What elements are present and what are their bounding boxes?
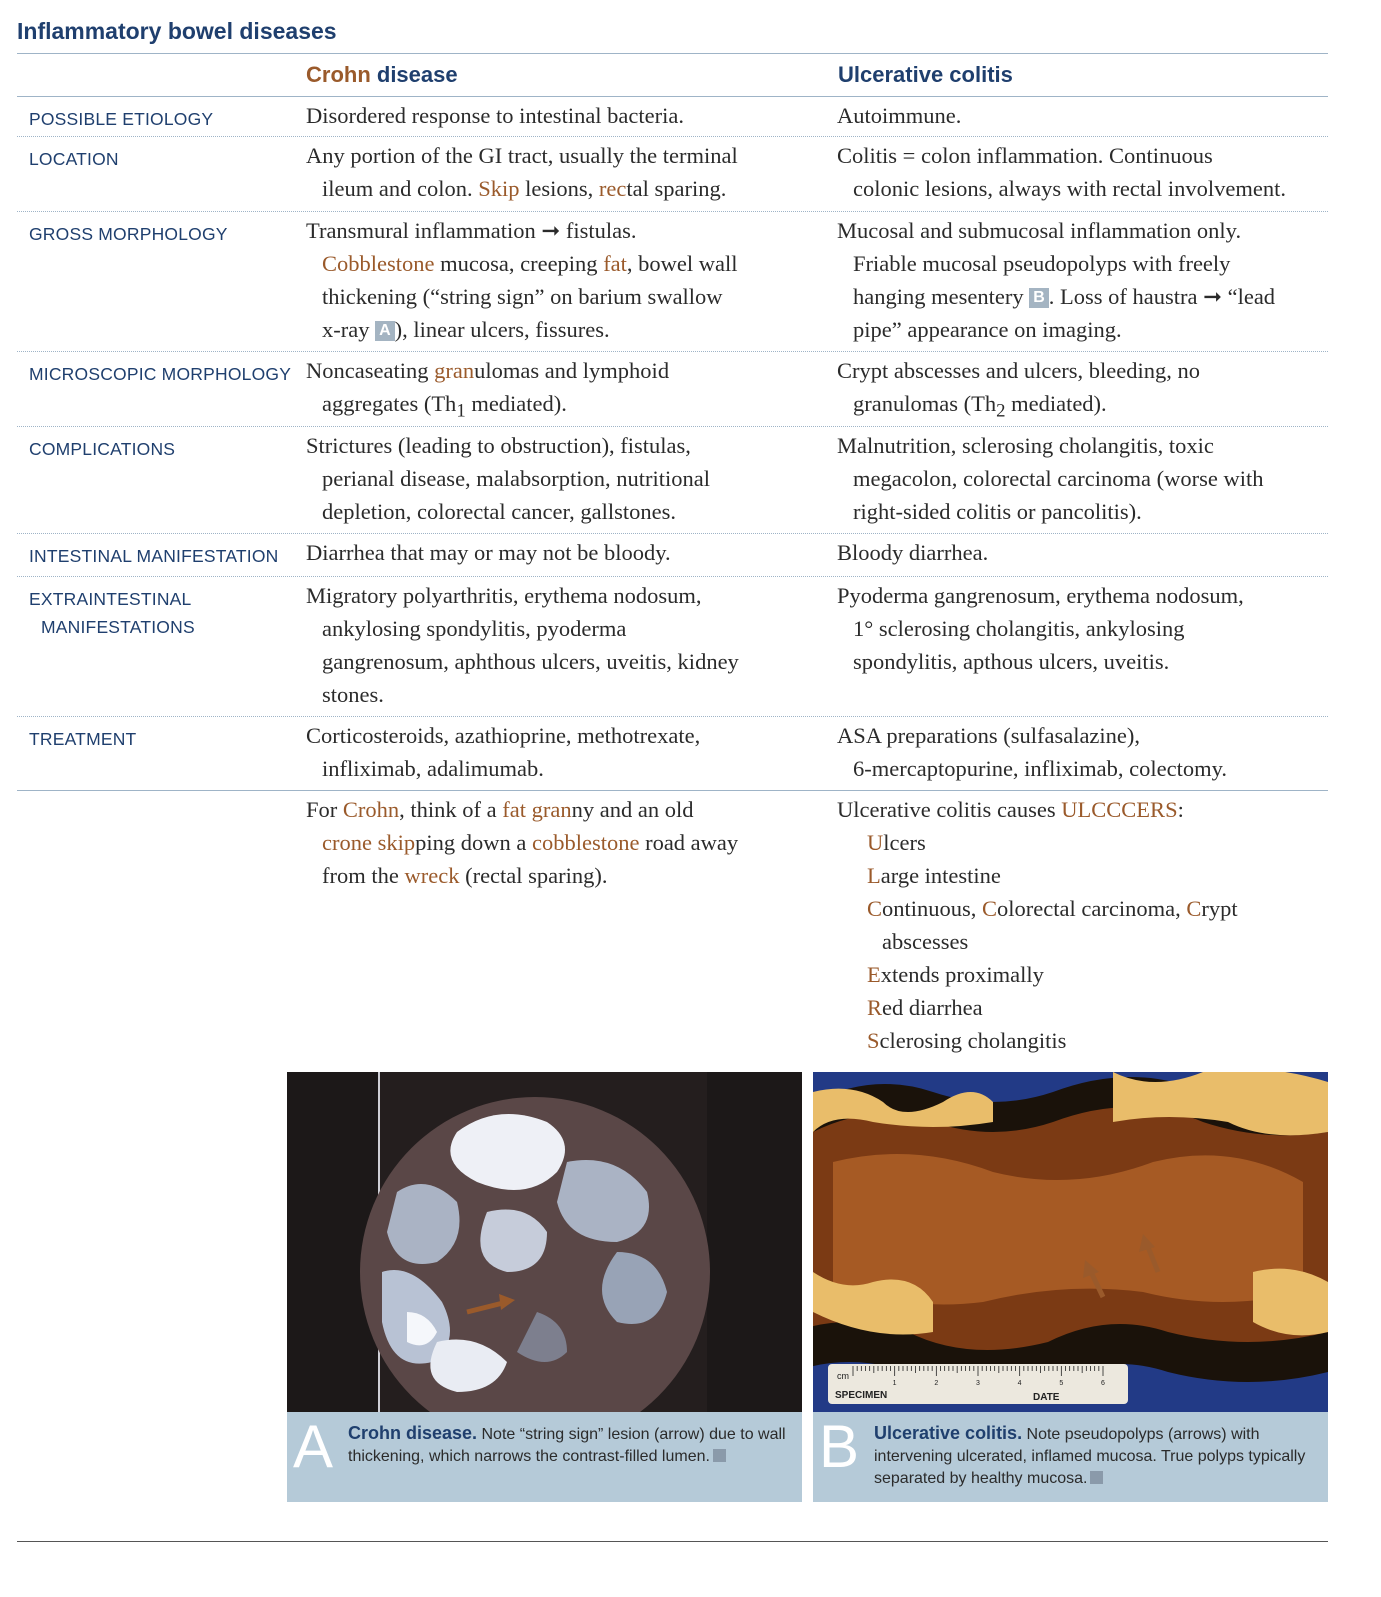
figure-a-caption: A Crohn disease. Note “string sign” lesion (arrow) due to wall thickening, which narrows the contrast-filled lumen. <box>287 1412 802 1502</box>
row-label: LOCATION <box>29 149 119 169</box>
ruler-tick-label: 5 <box>1059 1380 1064 1387</box>
crohn-cell: Strictures (leading to obstruction), fistulas, perianal disease, malabsorption, nutritional depletion, colorectal cancer, gallstones. <box>306 433 711 524</box>
uc-cell: ASA preparations (sulfasalazine), 6-mercaptopurine, infliximab, colectomy. <box>837 723 1228 781</box>
crohn-cell: Diarrhea that may or may not be bloody. <box>306 540 671 565</box>
row-treatment <box>17 717 1328 791</box>
row-label: POSSIBLE ETIOLOGY <box>29 109 214 129</box>
ruler-tick-label: 2 <box>934 1380 939 1387</box>
crohn-cell: Migratory polyarthritis, erythema nodosum, ankylosing spondylitis, pyoderma gangrenosum, aphthous ulcers, uveitis, kidney stones. <box>306 583 739 707</box>
figure-a <box>287 1072 802 1502</box>
row-label: INTESTINAL MANIFESTATION <box>29 546 279 566</box>
uc-cell: Bloody diarrhea. <box>837 540 989 565</box>
row-label: EXTRAINTESTINAL MANIFESTATIONS <box>29 589 195 637</box>
figure-letter: A <box>293 1413 334 1480</box>
figure-letter: B <box>819 1413 860 1480</box>
uc-mnemonic: Ulcerative colitis causes ULCCCERS: Ulcers Large intestine Continuous, Colorectal carcinoma, Crypt abscesses Extends proximally Red diarrhea Sclerosing cholangitis <box>837 797 1238 1053</box>
image-source-icon <box>713 1449 726 1462</box>
ruler-tick-label: 3 <box>976 1380 980 1387</box>
uc-cell: Malnutrition, sclerosing cholangitis, toxic megacolon, colorectal carcinoma (worse with right-sided colitis or pancolitis). <box>837 433 1264 524</box>
ruler-cm-label: cm <box>837 1371 849 1381</box>
uc-cell: Colitis = colon inflammation. Continuous colonic lesions, always with rectal involvement. <box>837 143 1287 201</box>
uc-column-header: Ulcerative colitis <box>838 62 1013 87</box>
row-location <box>17 137 1328 212</box>
crohn-cell: Any portion of the GI tract, usually the terminal ileum and colon. Skip lesions, rectal sparing. <box>306 143 738 201</box>
image-source-icon <box>1090 1471 1103 1484</box>
colectomy-specimen-image <box>813 1072 1328 1412</box>
figure-b-caption: B Ulcerative colitis. Note pseudopolyps (arrows) with intervening ulcerated, inflamed mucosa. True polyps typically separated by healthy mucosa. <box>813 1412 1328 1502</box>
ruler-tick-label: 1 <box>892 1380 897 1387</box>
row-gross-morphology <box>17 212 1328 352</box>
ruler-tick-label: 4 <box>1017 1380 1022 1387</box>
row-label: COMPLICATIONS <box>29 439 176 459</box>
crohn-cell: Transmural inflammation ➞ fistulas. Cobblestone mucosa, creeping fat, bowel wall thickening (“string sign” on barium swallow x-ray A ), linear ulcers, fissures. <box>306 218 738 342</box>
figure-b-key[interactable]: B <box>1029 288 1049 308</box>
crohn-cell: Disordered response to intestinal bacteria. <box>306 103 684 128</box>
barium-xray-image <box>287 1072 802 1412</box>
uc-cell: Pyoderma gangrenosum, erythema nodosum, 1° sclerosing cholangitis, ankylosing spondylitis, apthous ulcers, uveitis. <box>837 583 1244 674</box>
crohn-cell: Corticosteroids, azathioprine, methotrexate, infliximab, adalimumab. <box>306 723 701 781</box>
top-rule <box>17 53 1328 54</box>
page-title: Inflammatory bowel diseases <box>17 18 337 44</box>
uc-cell: Mucosal and submucosal inflammation only. Friable mucosal pseudopolyps with freely hanging mesentery B . Loss of haustra ➞ “lead pipe” appearance on imaging. <box>837 218 1276 342</box>
row-label: GROSS MORPHOLOGY <box>29 224 228 244</box>
row-complications <box>17 427 1328 534</box>
ruler-tick-label: 6 <box>1101 1380 1105 1387</box>
figure-b <box>813 1072 1328 1502</box>
figure-a-key[interactable]: A <box>375 321 395 341</box>
ruler-specimen-label: SPECIMEN <box>835 1390 888 1401</box>
uc-cell: Crypt abscesses and ulcers, bleeding, no granulomas ($Th_2$ mediated). <box>837 358 1201 422</box>
ruler-date-label: DATE <box>1033 1392 1060 1403</box>
row-label: MICROSCOPIC MORPHOLOGY <box>29 364 292 384</box>
row-microscopic-morphology <box>17 352 1328 427</box>
crohn-cell: Noncaseating granulomas and lymphoid aggregates ($Th_1$ mediated). <box>306 358 670 422</box>
row-extraintestinal-manifestations <box>17 577 1328 717</box>
row-label: TREATMENT <box>29 729 137 749</box>
bottom-rule <box>17 1541 1328 1542</box>
crohn-mnemonic: For Crohn, think of a fat granny and an old crone skipping down a cobblestone road away from the wreck (rectal sparing). <box>306 797 739 888</box>
crohn-column-header: Crohn disease <box>306 62 458 87</box>
row-possible-etiology <box>17 97 1328 137</box>
row-intestinal-manifestation <box>17 534 1328 577</box>
uc-cell: Autoimmune. <box>837 103 962 128</box>
